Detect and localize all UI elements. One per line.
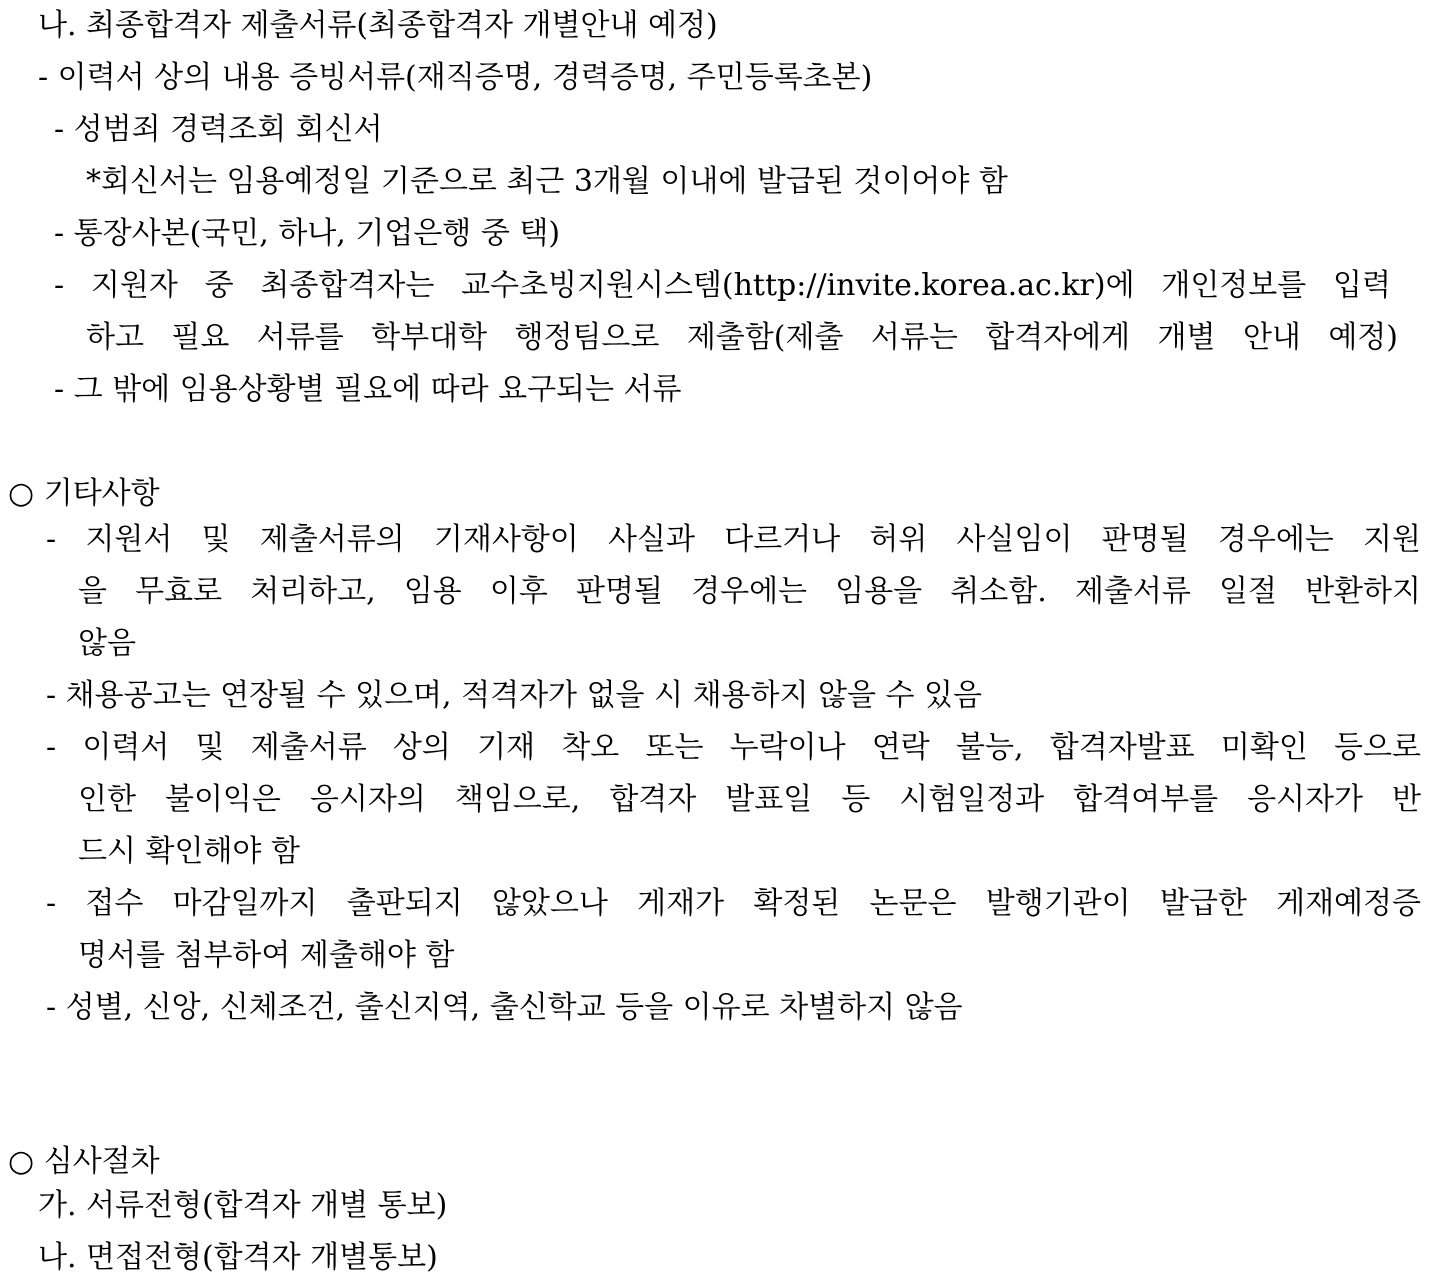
misc-line-2: 을 무효로 처리하고, 임용 이후 판명될 경우에는 임용을 취소함. 제출서류 일절 반환하지 xyxy=(78,574,1421,609)
review-heading: ○ 심사절차 xyxy=(8,1144,160,1179)
misc-line-8: - 접수 마감일까지 출판되지 않았으나 게재가 확정된 논문은 발행기관이 발급한 게재예정증 xyxy=(46,886,1421,921)
final-docs-item-crime-check: - 성범죄 경력조회 회신서 xyxy=(54,112,383,147)
misc-line-1: - 지원서 및 제출서류의 기재사항이 사실과 다르거나 허위 사실임이 판명될 경우에는 지원 xyxy=(46,522,1421,557)
misc-line-4: - 채용공고는 연장될 수 있으며, 적격자가 없을 시 채용하지 않을 수 있음 xyxy=(46,678,983,713)
final-docs-item-resume-proof: - 이력서 상의 내용 증빙서류(재직증명, 경력증명, 주민등록초본) xyxy=(38,60,873,95)
misc-heading: ○ 기타사항 xyxy=(8,476,160,511)
review-step-interview: 나. 면접전형(합격자 개별통보) xyxy=(38,1240,438,1275)
final-docs-item-other: - 그 밖에 임용상황별 필요에 따라 요구되는 서류 xyxy=(54,372,682,407)
misc-line-7: 드시 확인해야 함 xyxy=(78,834,300,869)
misc-line-5: - 이력서 및 제출서류 상의 기재 착오 또는 누락이나 연락 불능, 합격자발표 미확인 등으로 xyxy=(46,730,1421,765)
misc-line-9: 명서를 첨부하여 제출해야 함 xyxy=(78,938,455,973)
misc-line-6: 인한 불이익은 응시자의 책임으로, 합격자 발표일 등 시험일정과 합격여부를 응시자가 반 xyxy=(78,782,1421,817)
final-docs-item-system-line-1: - 지원자 중 최종합격자는 교수초빙지원시스템(http://invite.korea.ac.kr)에 개인정보를 입력 xyxy=(54,268,1391,303)
final-docs-item-system-line-2: 하고 필요 서류를 학부대학 행정팀으로 제출함(제출 서류는 합격자에게 개별 안내 예정) xyxy=(86,320,1398,355)
final-docs-item-bankbook: - 통장사본(국민, 하나, 기업은행 중 택) xyxy=(54,216,561,251)
review-step-documents: 가. 서류전형(합격자 개별 통보) xyxy=(38,1188,448,1223)
misc-line-3: 않음 xyxy=(78,626,136,661)
misc-line-10: - 성별, 신앙, 신체조건, 출신지역, 출신학교 등을 이유로 차별하지 않음 xyxy=(46,990,963,1025)
final-docs-note-issue-date: *회신서는 임용예정일 기준으로 최근 3개월 이내에 발급된 것이어야 함 xyxy=(86,164,1008,199)
final-docs-heading: 나. 최종합격자 제출서류(최종합격자 개별안내 예정) xyxy=(38,8,718,43)
